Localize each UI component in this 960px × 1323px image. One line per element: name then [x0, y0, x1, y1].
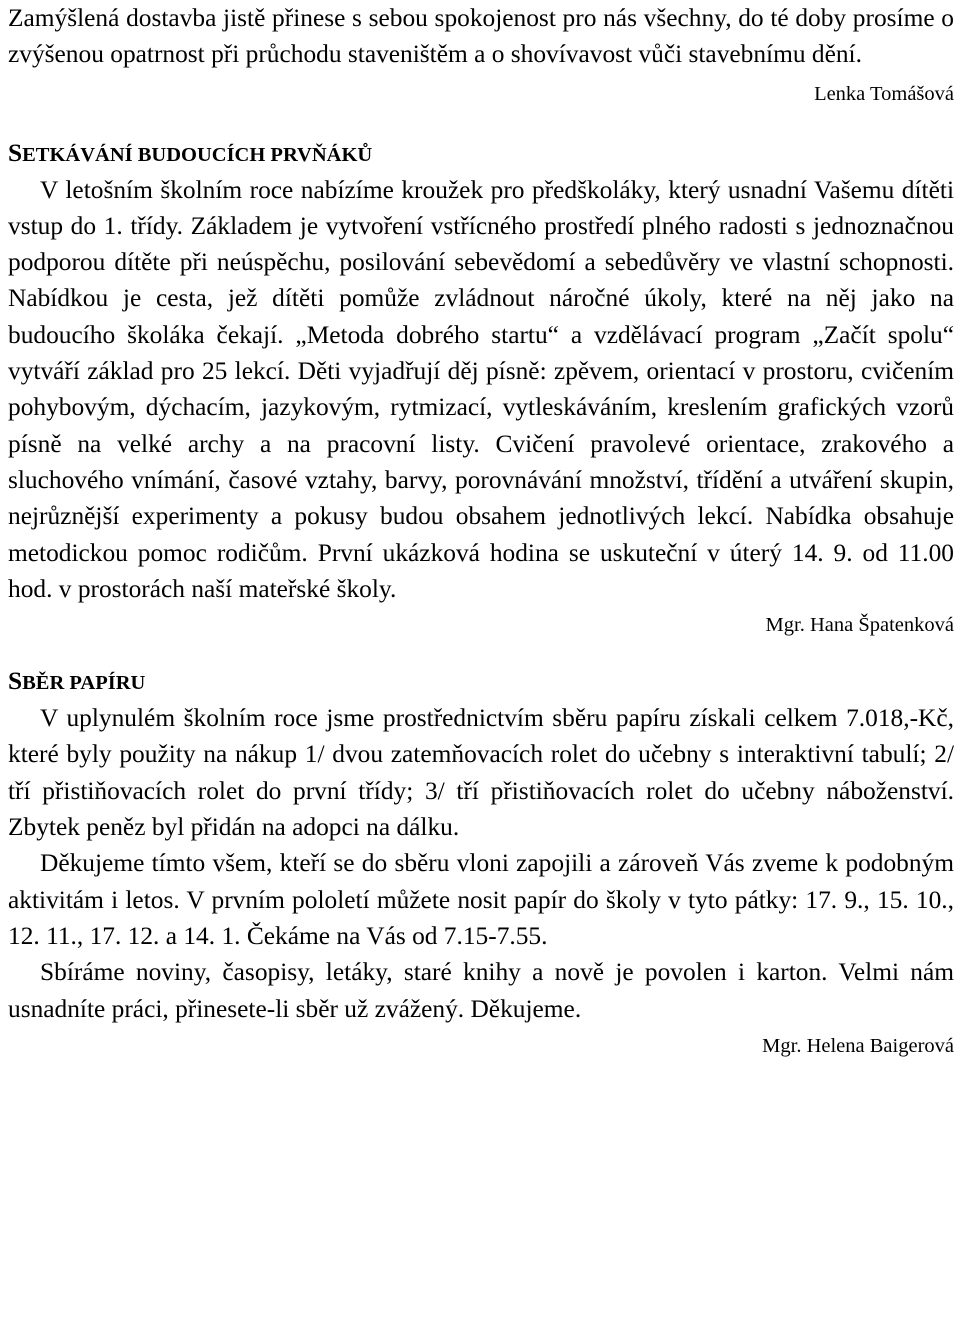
spacer	[8, 643, 954, 664]
section-preschool-club	[8, 136, 954, 644]
heading-initial: S	[8, 138, 23, 167]
intro-paragraph: Zamýšlená dostavba jistě přinese s sebou spokojenost pro nás všechny, do té doby prosíme o zvýšenou opatrnost při průchodu staveništěm a o shovívavost vůči stavebnímu dění.	[8, 4, 954, 69]
newsletter-page	[8, 0, 954, 1065]
intro-signature: Lenka Tomášová	[814, 82, 954, 105]
heading-rest: ETKÁVÁNÍ BUDOUCÍCH PRVŇÁKŮ	[22, 143, 373, 166]
paper-paragraph-schedule: Děkujeme tímto všem, kteří se do sběru vloni zapojili a zároveň Vás zveme k podobným aktivitám i letos. V prvním pololetí můžete nosit papír do školy v tyto pátky: 17. 9., 15. 10., 12. 11., 17. 12. a 14. 1. Čekáme na Vás od 7.15-7.55.	[8, 849, 954, 950]
section-paper-collection	[8, 664, 954, 1065]
paper-paragraph-results: V uplynulém školním roce jsme prostřednictvím sběru papíru získali celkem 7.018,-Kč, které byly použity na nákup 1/ dvou zatemňovacích rolet do učebny s interaktivní tabulí; 2/ tří přistiňovacích rolet do první třídy; 3/ tří přistiňovacích rolet do učebny náboženství. Zbytek peněz byl přidán na adopci na dálku.	[8, 704, 954, 842]
section-heading-preschool	[8, 136, 954, 172]
paper-paragraph-materials: Sbíráme noviny, časopisy, letáky, staré knihy a nově je povolen i karton. Velmi nám usnadníte práci, přinesete-li sběr už zvážený. Děkujeme.	[8, 958, 954, 1023]
preschool-paragraph: V letošním školním roce nabízíme kroužek pro předškoláky, který usnadní Vašemu dítěti vstup do 1. třídy. Základem je vytvoření vstřícného prostředí plného radosti s jednoznačnou podporou dítěte při neúspěchu, posilování sebevědomí a sebedůvěry ve vlastní schopnosti. Nabídkou je cesta, jež dítěti pomůže zvládnout náročné úkoly, které na něj jako na budoucího školáka čekají. „Metoda dobrého startu“ a vzdělávací program „Začít spolu“ vytváří základ pro 25 lekcí. Děti vyjadřují děj písně: zpěvem, orientací v prostoru, cvičením pohybovým, dýchacím, jazykovým, rytmizací, vytleskáváním, kreslením grafických vzorů písně na velké archy a na pracovní listy. Cvičení pravolevé orientace, zrakového a sluchového vnímání, časové vztahy, barvy, porovnávání množství, třídění a utváření skupin, nejrůznější experimenty a pokusy budou obsahem jednotlivých lekcí. Nabídka obsahuje metodickou pomoc rodičům. První ukázková hodina se uskuteční v úterý 14. 9. od 11.00 hod. v prostorách naší mateřské školy.	[8, 175, 954, 603]
paper-signature: Mgr. Helena Baigerová	[762, 1034, 954, 1057]
preschool-signature: Mgr. Hana Špatenková	[765, 614, 954, 637]
section-heading-paper	[8, 664, 954, 700]
heading-initial: S	[8, 667, 23, 696]
heading-rest: BĚR PAPÍRU	[22, 672, 146, 695]
spacer	[8, 115, 954, 136]
